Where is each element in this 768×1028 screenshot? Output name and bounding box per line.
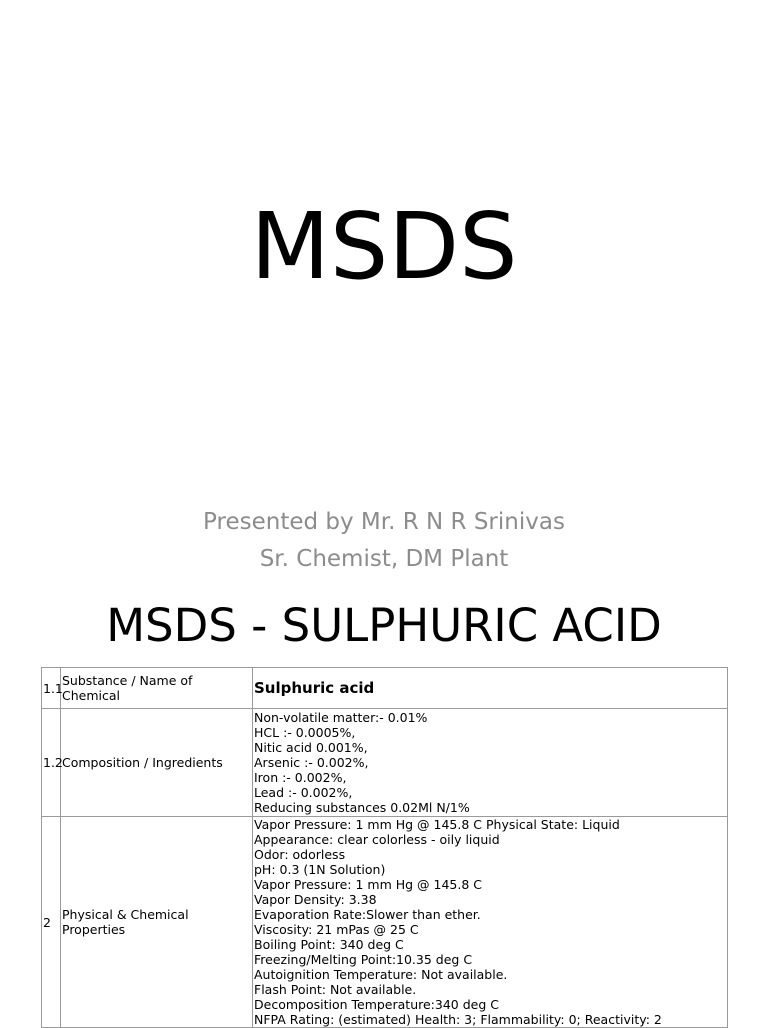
presenter-role: Sr. Chemist, DM Plant [259,546,509,572]
msds-heading: MSDS - SULPHURIC ACID [106,599,662,652]
row-number: 1.2 [42,709,61,817]
value-line: Vapor Density: 3.38 [254,892,377,907]
value-line: Vapor Pressure: 1 mm Hg @ 145.8 C Physical State: Liquid [254,817,620,832]
value-line: Reducing substances 0.02Ml N/1% [254,800,470,815]
value-line: Boiling Point: 340 deg C [254,937,404,952]
value-line: Nitic acid 0.001%, [254,740,368,755]
slide-subtitle [0,504,768,578]
value-line: Appearance: clear colorless - oily liquid [254,832,500,847]
table-row [42,709,728,817]
value-line: Vapor Pressure: 1 mm Hg @ 145.8 C [254,877,483,892]
row-value [253,668,728,709]
value-line: Arsenic :- 0.002%, [254,755,369,770]
value-line: Freezing/Melting Point:10.35 deg C [254,952,473,967]
value-line: NFPA Rating: (estimated) Health: 3; Flammability: 0; Reactivity: 2 [254,1012,662,1027]
slide-title: MSDS [250,193,518,300]
row-label: Substance / Name of Chemical [61,668,253,709]
value-line: pH: 0.3 (1N Solution) [254,862,386,877]
table-row [42,668,728,709]
value-line: Evaporation Rate:Slower than ether. [254,907,481,922]
row-number: 1.1 [42,668,61,709]
msds-table [41,667,728,1028]
value-line: Sulphuric acid [254,678,375,697]
value-line: Iron :- 0.002%, [254,770,347,785]
value-line: Flash Point: Not available. [254,982,417,997]
table-row [42,817,728,1028]
value-line: Odor: odorless [254,847,346,862]
value-line: HCL :- 0.0005%, [254,725,356,740]
value-line: Non-volatile matter:- 0.01% [254,710,428,725]
row-number: 2 [42,817,61,1028]
value-line: Viscosity: 21 mPas @ 25 C [254,922,419,937]
row-value [253,709,728,817]
row-value [253,817,728,1028]
value-line: Autoignition Temperature: Not available. [254,967,508,982]
value-line: Decomposition Temperature:340 deg C [254,997,499,1012]
row-label: Physical & Chemical Properties [61,817,253,1028]
value-line: Lead :- 0.002%, [254,785,353,800]
row-label: Composition / Ingredients [61,709,253,817]
presenter-name: Presented by Mr. R N R Srinivas [203,509,565,535]
